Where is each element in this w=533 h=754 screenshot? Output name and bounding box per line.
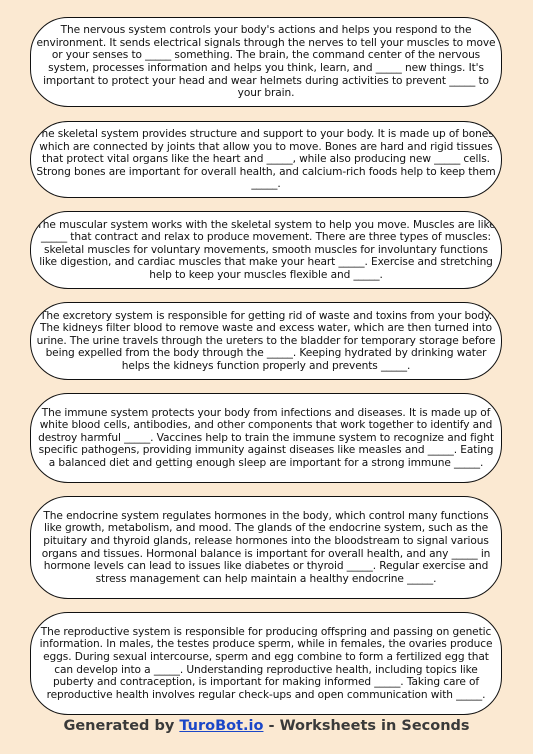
passage-text: The reproductive system is responsible for producing offspring and passing on genetic information. In males, the testes produce sperm, while in females, the ovaries produce eggs. During sexual intercourse, sperm and egg combine to form a fertilized egg that can develop into a _____. Understanding reproductive health, including topics like puberty and contraception, is important for making informed _____. Taking care of reproductive health involves regular check-ups and open communication with _____. [39, 625, 493, 701]
passage-excretory-system [30, 302, 502, 380]
passage-text: The muscular system works with the skeletal system to help you move. Muscles are like _____ that contract and relax to produce movement. There are three types of muscles: skeletal muscles for voluntary movements, smooth muscles for involuntary functions like digestion, and cardiac muscles that make your heart _____. Exercise and stretching help to keep your muscles flexible and _____. [36, 218, 496, 281]
footer-credit [0, 718, 533, 734]
passage-skeletal-system [30, 121, 502, 198]
footer-suffix: - Worksheets in Seconds [263, 718, 470, 734]
passage-text: The excretory system is responsible for getting rid of waste and toxins from your body. The kidneys filter blood to remove waste and excess water, which are then turned into urine. The urine travels through the ureters to the bladder for temporary storage before being expelled from the body through the _____. Keeping hydrated by drinking water helps the kidneys function properly and prevents _____. [36, 309, 496, 372]
passage-text: The immune system protects your body from infections and diseases. It is made up of white blood cells, antibodies, and other components that work together to identify and destroy harmful _____. Vaccines help to train the immune system to recognize and fight specific pathogens, providing immunity against diseases like measles and _____. Eating a balanced diet and getting enough sleep are important for a strong immune _____. [38, 406, 494, 469]
passage-endocrine-system [30, 496, 502, 599]
footer-prefix: Generated by [63, 718, 180, 734]
passage-nervous-system [30, 17, 502, 107]
passage-reproductive-system [30, 612, 502, 715]
passage-immune-system [30, 393, 502, 483]
turobot-link[interactable]: TuroBot.io [179, 718, 264, 734]
passage-muscular-system [30, 211, 502, 289]
passage-text: The skeletal system provides structure and support to your body. It is made up of bones, which are connected by joints that allow you to move. Bones are hard and rigid tissues that protect vital organs like the heart and _____, while also producing new _____ cells. Strong bones are important for overall health, and calcium-rich foods help to keep them _____. [35, 128, 497, 191]
passage-text: The endocrine system regulates hormones in the body, which control many functions like growth, metabolism, and mood. The glands of the endocrine system, such as the pituitary and thyroid glands, release hormones into the bloodstream to signal various organs and tissues. Hormonal balance is important for overall health, and any _____ in hormone levels can lead to issues like diabetes or thyroid _____. Regular exercise and stress management can help maintain a healthy endocrine _____. [41, 509, 491, 585]
passage-text: The nervous system controls your body's actions and helps you respond to the environment. It sends electrical signals through the nerves to tell your muscles to move or your senses to _____ something. The brain, the command center of the nervous system, processes information and helps you think, learn, and _____ new things. It's important to protect your head and wear helmets during activities to prevent _____ to your brain. [36, 24, 496, 100]
